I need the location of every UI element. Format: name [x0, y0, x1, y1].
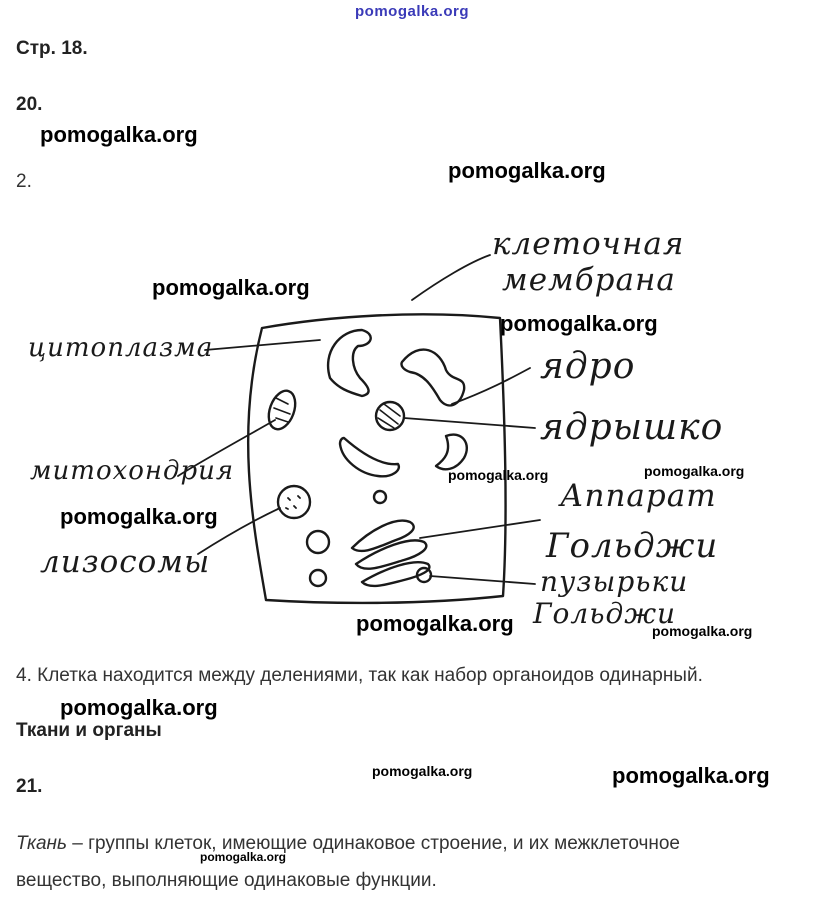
label-nucleus: ядро [540, 346, 636, 387]
golgi-cisterna-1 [352, 521, 414, 551]
section-title: Ткани и органы [16, 720, 162, 741]
label-nucleolus: ядрышко [540, 407, 724, 448]
leader-golgi [420, 520, 540, 538]
item-2-label: 2. [16, 171, 32, 192]
task-21-definition-line1 [16, 827, 680, 860]
watermark: pomogalka.org [356, 611, 514, 636]
label-membrane-line2: мембрана [502, 262, 676, 298]
leader-vesicles [430, 576, 535, 584]
item-4-text: 4. Клетка находится между делениями, так как набор органоидов одинарный. [16, 665, 703, 686]
label-membrane-line1: клеточная [492, 226, 685, 262]
task-21-definition-rest: – группы клеток, имеющие одинаковое строение, и их межклеточное [66, 833, 680, 854]
task-21-number: 21. [16, 776, 43, 797]
watermark: pomogalka.org [40, 122, 198, 147]
label-vesicles-line1: пузырьки [540, 565, 689, 598]
watermark: pomogalka.org [612, 763, 770, 788]
mitochondrion-cristae [274, 398, 290, 422]
vesicle-small-3 [310, 570, 326, 586]
vesicle-small-1 [374, 491, 386, 503]
watermark: pomogalka.org [152, 275, 310, 300]
leader-cytoplasm [205, 340, 320, 350]
er-strand-right [401, 350, 464, 406]
vesicle-small-2 [307, 531, 329, 553]
lysosome-large [278, 486, 310, 518]
nucleolus-hatch [378, 404, 400, 428]
label-vesicles-line2: Гольджи [533, 597, 677, 630]
watermark: pomogalka.org [448, 467, 549, 483]
task-20-number: 20. [16, 94, 43, 115]
label-mitochondria: митохондрия [30, 456, 235, 486]
watermark: pomogalka.org [372, 763, 473, 779]
watermark: pomogalka.org [60, 504, 218, 529]
label-lysosomes: лизосомы [40, 544, 211, 580]
leader-nucleolus [404, 418, 535, 428]
label-golgi-line1: Аппарат [560, 478, 717, 514]
er-strand-top [328, 330, 371, 396]
cell-membrane-outline [248, 314, 505, 603]
watermark: pomogalka.org [60, 695, 218, 720]
watermark: pomogalka.org [500, 311, 658, 336]
watermark: pomogalka.org [448, 158, 606, 183]
task-21-definition-line2: вещество, выполняющие одинаковые функции. [16, 870, 437, 891]
watermark: pomogalka.org [644, 463, 745, 479]
label-golgi-line2: Гольджи [546, 526, 719, 566]
golgi-cisterna-2 [356, 540, 426, 568]
watermark: pomogalka.org [652, 623, 753, 639]
leader-membrane [412, 255, 490, 300]
er-strand-bottom-right [436, 435, 467, 470]
task-21-term: Ткань [16, 833, 67, 854]
mitochondrion-shape [264, 387, 300, 433]
label-cytoplasm: цитоплазма [28, 333, 214, 363]
watermark: pomogalka.org [200, 850, 287, 864]
golgi-cisterna-3 [362, 562, 429, 586]
watermark-top: pomogalka.org [355, 3, 470, 20]
er-strand-bottom-left [340, 438, 399, 476]
page-reference: Стр. 18. [16, 38, 88, 59]
lysosome-dots [286, 496, 300, 509]
